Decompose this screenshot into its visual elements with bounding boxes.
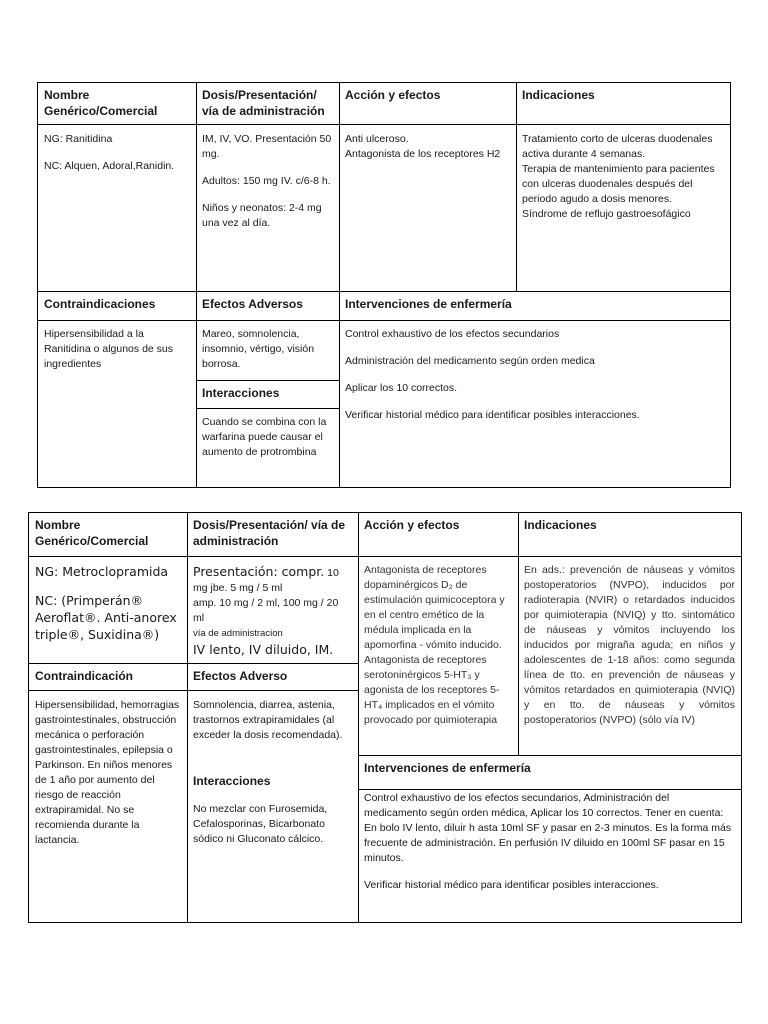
dose-cell	[187, 559, 358, 663]
nursing-text: Verificar historial médico para identificar posibles interacciones.	[364, 879, 659, 891]
header-dose: Dosis/Presentación/ vía de administración	[193, 518, 346, 548]
header-action: Acción y efectos	[364, 518, 460, 532]
nursing-cell	[358, 787, 741, 897]
ranitidina-table	[37, 82, 731, 488]
header-nursing: Intervenciones de enfermería	[364, 761, 531, 775]
generic-name-cell	[29, 559, 187, 647]
header-interactions: Interacciones	[202, 386, 280, 400]
generic-name: NG: Metroclopramida	[35, 564, 169, 579]
header-action: Acción y efectos	[345, 88, 441, 102]
header-nursing: Intervenciones de enfermería	[345, 297, 512, 311]
dose-children: Niños y neonatos: 2-4 mg una vez al día.	[202, 202, 322, 229]
indications-text: Tratamiento corto de ulceras duodenales activa durante 4 semanas. Terapia de mantenimiento para pacientes con ulceras duodenales después del periodo agudo a dosis menores. Síndrome de reflujo gastroesofágico	[522, 133, 715, 220]
contraindications-text: Hipersensibilidad a la Ranitidina o algunos de sus ingredientes	[44, 328, 174, 370]
nursing-item: Administración del medicamento según orden medica	[345, 355, 595, 367]
nursing-cell	[339, 323, 730, 427]
route-values: IV lento, IV diluido, IM.	[193, 642, 334, 657]
header-name: Nombre Genérico/Comercial	[35, 518, 149, 548]
header-interactions: Interacciones	[193, 774, 271, 788]
dose-line: 10 mg jbe. 5 mg / 5 ml	[193, 567, 339, 594]
header-dose: Dosis/Presentación/ vía de administración	[202, 88, 325, 118]
contraindications-text: Hipersensibilidad, hemorragias gastrointestinales, obstrucción mecánica o perforación gastrointestinales, epilepsia o Parkinson. En niños menores de 1 año por aumento del riesgo de reacción extrapiramidal. No se recomienda durante la lactancia.	[35, 699, 180, 846]
action-text: Antagonista de receptores dopaminérgicos D₂ de estimulación quimicoceptora y en el centro emético de la médula implicada en la apomorfina - vómito inducido. Antagonista de receptores serotoninérgicos 5-HT₃ y agonista de los receptores 5-HT₄ implicados en el vómito provocado por quimioterapia	[364, 564, 505, 726]
interactions-text: Cuando se combina con la warfarina puede causar el aumento de protrombina	[202, 416, 327, 458]
header-indications: Indicaciones	[522, 88, 595, 102]
generic-name: NG: Ranitidina	[44, 133, 113, 145]
route-label: vía de administracion	[193, 628, 283, 639]
generic-name-cell	[38, 128, 196, 178]
dose-adults: Adultos: 150 mg IV. c/6-8 h.	[202, 175, 331, 187]
nursing-item: Aplicar los 10 correctos.	[345, 382, 458, 394]
header-adverse: Efectos Adversos	[202, 297, 303, 311]
nursing-text: Control exhaustivo de los efectos secundarios, Administración del medicamento según orden médica, Aplicar los 10 correctos. Tener en cuenta: En bolo IV lento, diluir h asta 10ml SF y pasar en 2-3 minutos. Es la forma más frecuente de administración. En perfusión IV diluido en 100ml SF pasar en 15 minutos.	[364, 792, 732, 864]
metoclopramida-table	[28, 512, 742, 923]
header-contraindication: Contraindicación	[35, 669, 134, 683]
header-name: Nombre Genérico/Comercial	[44, 88, 158, 118]
nursing-item: Control exhaustivo de los efectos secundarios	[345, 328, 560, 340]
commercial-name: NC: (Primperán® Aeroflat®. Anti-anorex triple®, Suxidina®)	[35, 593, 177, 642]
dose-presentation: IM, IV, VO. Presentación 50 mg.	[202, 133, 332, 160]
adverse-text: Somnolencia, diarrea, astenia, trastornos extrapiramidales (al exceder la dosis recomendada).	[193, 699, 343, 741]
dose-cell	[196, 128, 339, 235]
indications-text: En ads.: prevención de náuseas y vómitos postoperatorios (NVPO), inducidos por radioterapia (NVIR) o retardados inducidos por quimioterapia (NVIQ) y tto. sintomático de náuseas y vómitos incluyendo los inducidos por migraña aguda; en niños y adolescentes de 1-18 años: como segunda línea de tto. en prevención de náuseas y vómitos retardados en quimioterapia (NVIQ) y en tto. de náuseas y vómitos postoperatorios (NVPO) (sólo vía IV)	[524, 564, 735, 726]
header-adverse: Efectos Adverso	[193, 669, 288, 683]
dose-label: Presentación: compr.	[193, 564, 325, 579]
header-indications: Indicaciones	[524, 518, 597, 532]
action-text: Anti ulceroso. Antagonista de los receptores H2	[345, 133, 501, 160]
nursing-item: Verificar historial médico para identificar posibles interacciones.	[345, 409, 640, 421]
header-contraindications: Contraindicaciones	[44, 297, 156, 311]
dose-line: amp. 10 mg / 2 ml, 100 mg / 20 ml	[193, 597, 339, 624]
commercial-name: NC: Alquen, Adoral,Ranidin.	[44, 160, 175, 172]
interactions-text: No mezclar con Furosemida, Cefalosporinas, Bicarbonato sódico ni Gluconato cálcico.	[193, 803, 328, 845]
adverse-text: Mareo, somnolencia, insomnio, vértigo, visión borrosa.	[202, 328, 315, 370]
